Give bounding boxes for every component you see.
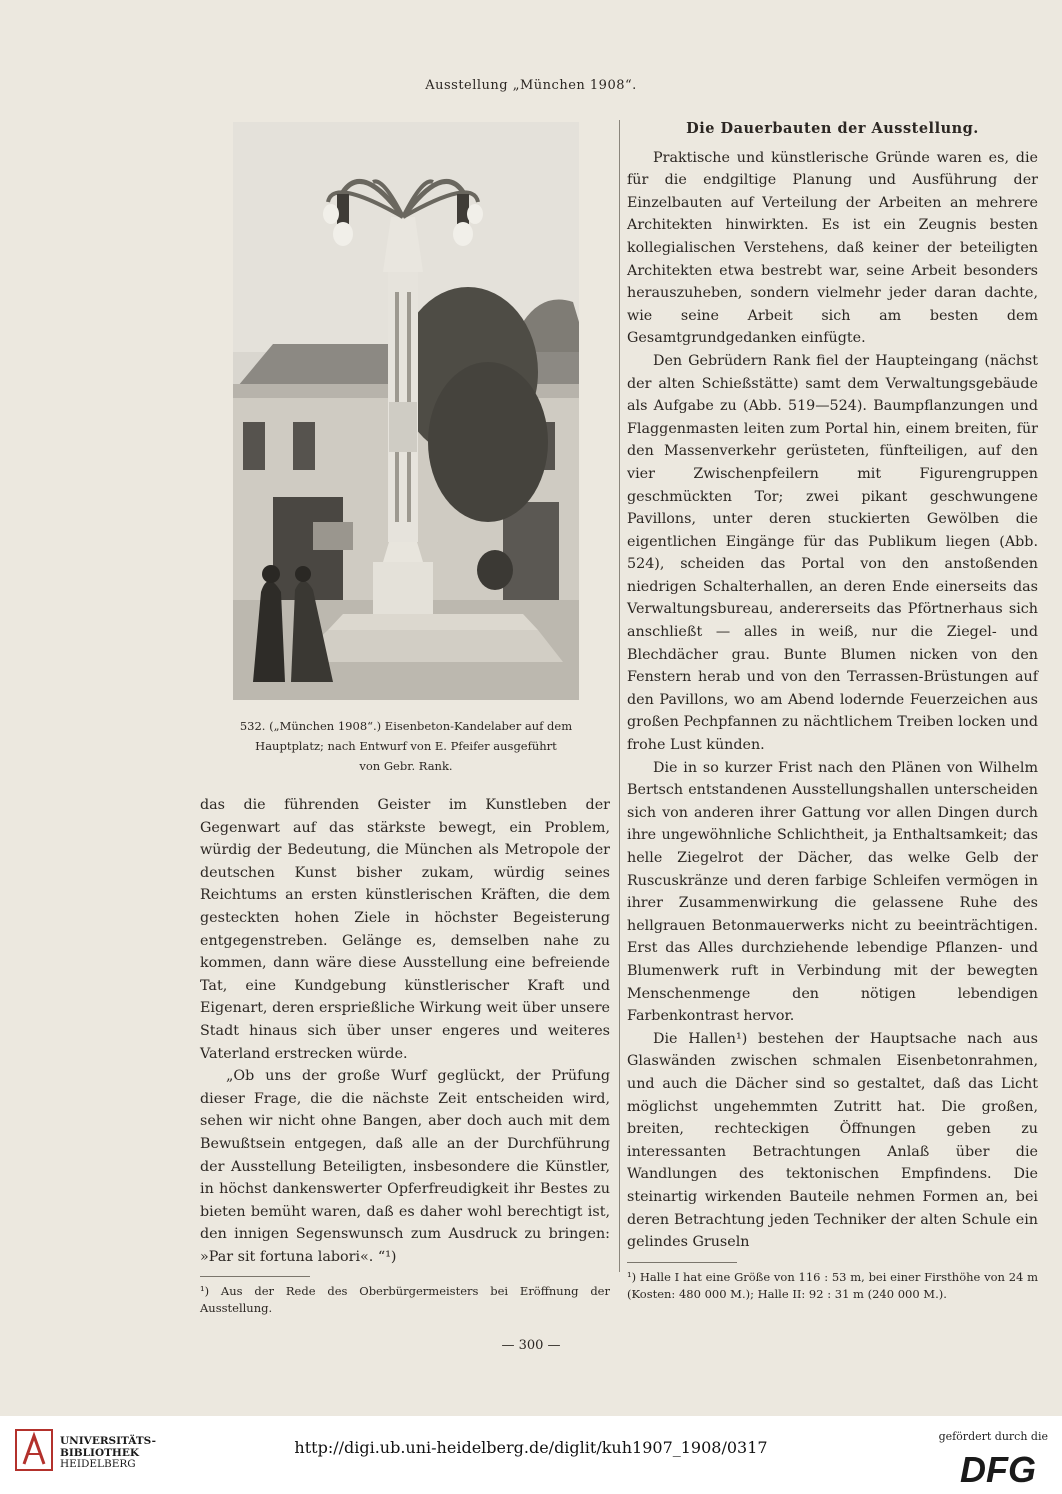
figure-532-photo — [233, 122, 579, 700]
caption-line: 532. („München 1908“.) Eisenbeton-Kandelaber auf dem — [239, 719, 573, 733]
right-column — [627, 118, 1038, 1303]
uni-line: HEIDELBERG — [60, 1458, 136, 1470]
running-header: Ausstellung „München 1908“. — [425, 78, 637, 93]
uni-line: UNIVERSITÄTS- — [60, 1435, 156, 1447]
column-divider — [619, 120, 620, 1272]
dfg-logo-text: DFG — [960, 1449, 1036, 1486]
footnote: ¹) Aus der Rede des Oberbürgermeisters bei Eröffnung der Ausstellung. — [200, 1284, 610, 1316]
section-heading: Die Dauerbauten der Ausstellung. — [686, 120, 979, 137]
caption-line: Hauptplatz; nach Entwurf von E. Pfeifer ausgeführt — [255, 739, 557, 753]
funding-label: gefördert durch die — [938, 1430, 1048, 1443]
uni-line: BIBLIOTHEK — [60, 1446, 139, 1459]
footnote: ¹) Halle I hat eine Größe von 116 : 53 m, bei einer Firsthöhe von 24 m (Kosten: 480 000 M.); Halle II: 92 : 31 m (240 000 M.). — [627, 1269, 1038, 1301]
footnote-rule — [200, 1276, 310, 1277]
caption-line: von Gebr. Rank. — [359, 759, 453, 773]
paragraph: Den Gebrüdern Rank fiel der Haupteingang (nächst der alten Schießstätte) samt dem Verwaltungsgebäude als Aufgabe zu (Abb. 519—524). Baumpflanzungen und Flaggenmasten leiten zum Portal hin, einem breiten, für den Massenverkehr gerüsteten, fünfteiligen, auf den vier Zwischenpfeilern mit Figurengruppen geschmückten Tor; zwei pikant geschwungene Pavillons, unter deren stuckierten Gewölben die eigentlichen Eingänge für das Publikum liegen (Abb. 524), scheiden das Portal von den anstoßenden niedrigen Schalterhallen, an deren Ende einerseits das Verwaltungsbureau, andererseits das Pförtnerhaus sich anschließt — alles in weiß, nur die Ziegel- und Blechdächer grau. Bunte Blumen nicken von den Fenstern herab und von den Terrassen-Brüstungen auf den Pavillons, wo am Abend lodernde Feuerzeichen aus großen Pechpfannen zu nächtlichem Treiben locken und frohe Lust künden. — [627, 352, 1038, 754]
page-number: — 300 — — [501, 1338, 561, 1353]
paragraph: Die Hallen¹) bestehen der Hauptsache nach aus Glaswänden zwischen schmalen Eisenbetonrahmen, und auch die Dächer sind so gestaltet, daß das Licht möglichst ungehemmten Zutritt hat. Die großen, breiten, rechteckigen Öffnungen geben zu interessanten Betrachtungen Anlaß über die Wandlungen des tektonischen Empfindens. Die steinartig wirkenden Bauteile nehmen Formen an, bei deren Betrachtung jeden Techniker der alten Schule ein gelindes Gruseln — [627, 1030, 1038, 1251]
paragraph: Praktische und künstlerische Gründe waren es, die für die endgiltige Planung und Ausführung der Einzelbauten auf Verteilung der Arbeiten an mehrere Architekten hinwirkten. Es ist ein Zeugnis besten kollegialischen Verstehens, daß keiner der beteiligten Architekten etwa bestrebt war, seine Arbeit besonders herauszuheben, sondern vielmehr jeder daran dachte, wie seine Arbeit sich am besten dem Gesamtgrundgedanken einfügte. — [627, 149, 1038, 347]
source-url-link[interactable]: http://digi.ub.uni-heidelberg.de/diglit/kuh1907_1908/0317 — [294, 1438, 768, 1457]
paragraph: das die führenden Geister im Kunstleben der Gegenwart auf das stärkste bewegt, ein Problem, würdig der Bedeutung, die München als Metropole der deutschen Kunst bisher zukam, würdig seines Reichtums an ersten künstlerischen Kräften, die dem gesteckten hohen Ziele in höchster Begeisterung entgegenstreben. Gelänge es, demselben nahe zu kommen, dann wäre diese Ausstellung eine befreiende Tat, eine Kundgebung künstlerischer Kraft und Eigenart, deren ersprießliche Wirkung weit über unsere Stadt hinaus sich über unser engeres und weiteres Vaterland erstrecken würde. — [200, 797, 610, 1062]
footnote-rule — [627, 1262, 737, 1263]
figure-caption — [190, 716, 622, 776]
dfg-logo-icon — [948, 1448, 1048, 1490]
left-column — [200, 794, 610, 1317]
paragraph: „Ob uns der große Wurf geglückt, der Prüfung dieser Frage, die die nächste Zeit entscheiden wird, sehen wir nicht ohne Bangen, aber doch auch mit dem Bewußtsein entgegen, daß alle an der Durchführung der Ausstellung Beteiligten, insbesondere die Künstler, in höchst dankenswerter Opferfreudigkeit ihr Bestes zu bieten bemüht waren, daß es daher wohl berechtigt ist, den innigen Segenswunsch zum Ausdruck zu bringen: »Par sit fortuna labori«. “¹) — [200, 1068, 610, 1265]
paragraph: Die in so kurzer Frist nach den Plänen von Wilhelm Bertsch entstandenen Ausstellungshallen unterscheiden sich von anderen ihrer Gattung vor allen Dingen durch ihre ungewöhnliche Schlichtheit, ja Enthaltsamkeit; das helle Ziegelrot der Dächer, das welke Gelb der Ruscuskränze und deren farbige Schleifen vermögen in ihrer Zusammenwirkung die gelassene Ruhe des hellgrauen Betonmauerwerks nicht zu beeinträchtigen. Erst das Alles durchziehende lebendige Pflanzen- und Blumenwerk ruft in Verbindung mit der bewegten Menschenmenge den nötigen lebendigen Farbenkontrast hervor. — [627, 759, 1038, 1025]
